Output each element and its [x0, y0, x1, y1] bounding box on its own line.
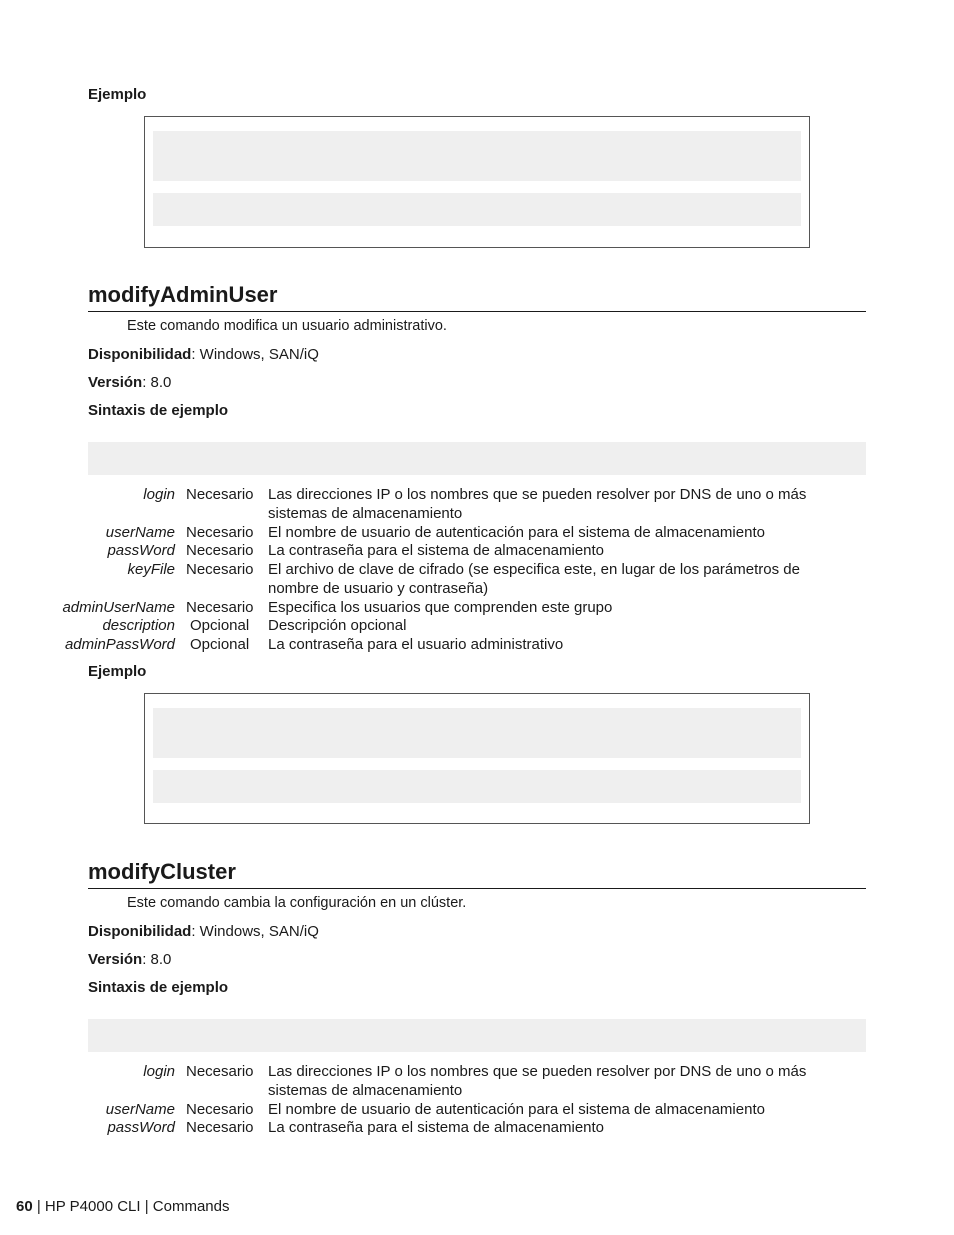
param-name: userName	[105, 524, 175, 541]
section-intro: Este comando modifica un usuario administrativo.	[127, 318, 447, 334]
param-name: adminPassWord	[64, 636, 175, 653]
param-description: El nombre de usuario de autenticación para el sistema de almacenamiento	[268, 1101, 765, 1118]
param-name: login	[143, 486, 175, 503]
param-description: La contraseña para el usuario administrativo	[268, 636, 564, 653]
param-required: Necesario	[186, 1063, 254, 1080]
param-required: Necesario	[186, 542, 254, 559]
example-code-box	[144, 693, 810, 824]
syntax-label: Sintaxis de ejemplo	[88, 402, 229, 419]
param-name: adminUserName	[62, 599, 175, 616]
param-name: passWord	[107, 542, 175, 559]
param-description: La contraseña para el sistema de almacenamiento	[268, 1119, 605, 1136]
section-intro: Este comando cambia la configuración en un clúster.	[127, 895, 467, 911]
param-required: Necesario	[186, 1119, 254, 1136]
param-description: Las direcciones IP o los nombres que se pueden resolver por DNS de uno o más sistemas de almacenamiento	[268, 486, 807, 522]
availability-label: Disponibilidad	[88, 923, 192, 940]
param-name: keyFile	[127, 561, 175, 578]
param-required: Necesario	[186, 524, 254, 541]
code-line-block	[153, 770, 801, 803]
section-rule	[88, 311, 866, 312]
footer-text: | HP P4000 CLI | Commands	[36, 1198, 230, 1215]
availability-row	[88, 346, 319, 363]
availability-row	[88, 923, 319, 940]
section-rule	[88, 888, 866, 889]
param-description: Las direcciones IP o los nombres que se pueden resolver por DNS de uno o más sistemas de almacenamiento	[268, 1063, 807, 1099]
param-required: Necesario	[186, 486, 254, 503]
syntax-code-block	[88, 1019, 866, 1052]
param-name: userName	[105, 1101, 175, 1118]
parameter-table	[0, 1063, 860, 1143]
version-row	[88, 374, 171, 391]
code-line-block	[153, 193, 801, 226]
param-required: Necesario	[186, 561, 254, 578]
param-required: Opcional	[190, 617, 250, 634]
param-name: description	[102, 617, 175, 634]
version-row	[88, 951, 171, 968]
availability-value: : Windows, SAN/iQ	[191, 923, 319, 940]
param-required: Opcional	[190, 636, 250, 653]
parameter-table	[0, 486, 860, 661]
page-number: 60	[16, 1198, 33, 1215]
section-title: modifyAdminUser	[88, 282, 278, 307]
param-required: Necesario	[186, 599, 254, 616]
version-label: Versión	[88, 374, 143, 391]
param-name: login	[143, 1063, 175, 1080]
example-code-box	[144, 116, 810, 248]
availability-label: Disponibilidad	[88, 346, 192, 363]
param-name: passWord	[107, 1119, 175, 1136]
availability-value: : Windows, SAN/iQ	[191, 346, 319, 363]
param-required: Necesario	[186, 1101, 254, 1118]
version-label: Versión	[88, 951, 143, 968]
code-line-block	[153, 131, 801, 181]
version-value: : 8.0	[142, 374, 172, 391]
code-line-block	[153, 708, 801, 758]
page-footer	[16, 1198, 229, 1215]
param-description: Especifica los usuarios que comprenden este grupo	[268, 599, 613, 616]
param-description: La contraseña para el sistema de almacenamiento	[268, 542, 605, 559]
syntax-code-block	[88, 442, 866, 475]
version-value: : 8.0	[142, 951, 172, 968]
section-title: modifyCluster	[88, 859, 236, 884]
example-label: Ejemplo	[88, 663, 147, 680]
param-description: El archivo de clave de cifrado (se especifica este, en lugar de los parámetros de nombre de usuario y contraseña)	[268, 561, 800, 597]
example-label: Ejemplo	[88, 86, 147, 103]
syntax-label: Sintaxis de ejemplo	[88, 979, 229, 996]
param-description: Descripción opcional	[268, 617, 407, 634]
param-description: El nombre de usuario de autenticación para el sistema de almacenamiento	[268, 524, 765, 541]
